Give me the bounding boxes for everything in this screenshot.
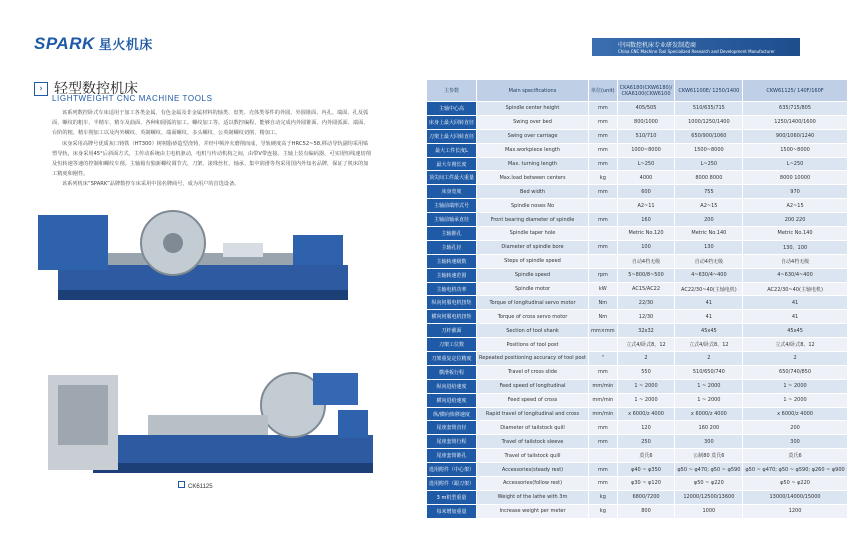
table-row <box>427 504 848 518</box>
table-row <box>427 282 848 296</box>
banner-line2: China CNC Machine Tool Specialized Research and Development Manufacturer <box>618 49 775 54</box>
cell-model2: 8000 8000 <box>675 171 743 185</box>
cell-model2: φ50 ~ φ220 <box>675 477 743 491</box>
spec-table <box>426 79 848 519</box>
table-row <box>427 365 848 379</box>
cell-unit: mm/min <box>589 407 618 421</box>
cell-model3: 200 220 <box>743 213 847 227</box>
table-header-row <box>427 80 848 102</box>
cell-unit: Nm <box>589 296 618 310</box>
cell-cn: 刀杆截面 <box>427 324 477 338</box>
table-row <box>427 199 848 213</box>
cell-en: Travel of cross slide <box>477 365 589 379</box>
header-banner <box>592 38 800 56</box>
cell-cn: 横向进给速度 <box>427 393 477 407</box>
table-row <box>427 157 848 171</box>
cell-cn: 刀架上最大回转直径 <box>427 129 477 143</box>
cell-model1: Metric No.120 <box>617 227 675 241</box>
cell-en: Feed speed of cross <box>477 393 589 407</box>
cell-cn: 最大工件长度L <box>427 143 477 157</box>
col-header-model3: CKW61125/ 140F/160F <box>743 80 847 102</box>
cell-cn: 纵向伺服电机扭矩 <box>427 296 477 310</box>
cell-model1: φ40 ~ φ350 <box>617 463 675 477</box>
description-paragraph: 床身采用高牌号优质灰口铸铁（HT300）树树脂砂造型浇铸，并经中频淬火磨削而成，导轨硬度高于HRC52~58,移动导轨副均采用贴塑导轨，床身采用45°后斜面方式，主传动系统由主电机驱动，电机与传动机构之间，由带V带连接。主轴上装有编码器，可实现恒线速切削及恒转速等速的控制和螺纹车削。主轴箱有独新螺纹调节式、刀架、滚珠丝杠、轴承、集中润滑等均采用国内外知名品牌，保证了机床的加工精度和刚性。 <box>52 140 371 178</box>
cell-unit: mm <box>589 477 618 491</box>
table-row <box>427 407 848 421</box>
cell-unit: mm <box>589 213 618 227</box>
table-row <box>427 296 848 310</box>
cell-cn: 主轴中心高 <box>427 102 477 116</box>
cell-unit: mm/min <box>589 379 618 393</box>
col-header-model2: CKW61100E/ 1250/1400 <box>675 80 743 102</box>
cell-unit: mm <box>589 143 618 157</box>
cell-en: Feed speed of longitudinal <box>477 379 589 393</box>
cell-en: Bed width <box>477 185 589 199</box>
cell-model3: 1200 <box>743 504 847 518</box>
cell-en: Accessories(steady rest) <box>477 463 589 477</box>
table-row <box>427 379 848 393</box>
cell-model3: 200 <box>743 421 847 435</box>
cell-model1: 2 <box>617 352 675 366</box>
cell-unit <box>589 227 618 241</box>
cell-model3: 1 ~ 2000 <box>743 393 847 407</box>
cell-en: Spindle taper hole <box>477 227 589 241</box>
cell-cn: 主轴孔径 <box>427 240 477 254</box>
table-row <box>427 435 848 449</box>
cell-model2: 45x45 <box>675 324 743 338</box>
cell-cn: 纵/横向快移速度 <box>427 407 477 421</box>
cell-model2: L~250 <box>675 157 743 171</box>
col-header-model1: CKA6180(CKW6180)/ CKA6100(CKW6100 <box>617 80 675 102</box>
cell-en: Spindle noses No <box>477 199 589 213</box>
cell-model1: 800/1000 <box>617 115 675 129</box>
banner-line1: 中国数控机床专业研发制造商 <box>618 42 697 49</box>
table-row <box>427 463 848 477</box>
cell-model1: 1 ~ 2000 <box>617 379 675 393</box>
cell-model1: φ30 ~ φ120 <box>617 477 675 491</box>
cell-model3: 自动4档无级 <box>743 254 847 268</box>
cell-model2: 1000/1250/1400 <box>675 115 743 129</box>
cell-cn: 选用附件（跟刀架） <box>427 477 477 491</box>
table-row <box>427 490 848 504</box>
logo-cn-text: 星火机床 <box>98 37 153 52</box>
table-row <box>427 268 848 282</box>
cell-model3: 4~630/4~400 <box>743 268 847 282</box>
cell-en: Increase weight per meter <box>477 504 589 518</box>
cell-en: Steps of spindle speed <box>477 254 589 268</box>
cell-model1: 1000~8000 <box>617 143 675 157</box>
cell-cn: 纵向进给速度 <box>427 379 477 393</box>
cell-model2: 300 <box>675 435 743 449</box>
cell-cn: 横向伺服电机扭矩 <box>427 310 477 324</box>
cell-en: Travel of tailstock sleeve <box>477 435 589 449</box>
cell-model1: 405/505 <box>617 102 675 116</box>
cell-en: Max.load between centers <box>477 171 589 185</box>
cell-model3: L~250 <box>743 157 847 171</box>
cell-model3: 2 <box>743 352 847 366</box>
cell-model2: 1 ~ 2000 <box>675 379 743 393</box>
cell-en: Positions of tool post <box>477 338 589 352</box>
description <box>52 108 372 190</box>
spec-table-body <box>427 102 848 519</box>
cell-model3: A2~15 <box>743 199 847 213</box>
cell-model1: 22/30 <box>617 296 675 310</box>
cell-unit <box>589 338 618 352</box>
cell-cn: 床身上最大回转直径 <box>427 115 477 129</box>
cell-unit: kg <box>589 171 618 185</box>
cell-model3: φ50 ~ φ470; φ50 ~ φ590; φ260 ~ φ900 <box>743 463 847 477</box>
cell-model2: φ50 ~ φ470; φ50 ~ φ590 <box>675 463 743 477</box>
cell-model2: 510/650/740 <box>675 365 743 379</box>
cell-model2: 12000/12500/13600 <box>675 490 743 504</box>
cell-cn: 3 m机型重量 <box>427 490 477 504</box>
cell-en: Max.workpiece length <box>477 143 589 157</box>
cell-cn: 顶尖间工件最大重量 <box>427 171 477 185</box>
cell-cn: 主轴前轴承直径 <box>427 213 477 227</box>
cell-model3: 1250/1400/1600 <box>743 115 847 129</box>
cell-en: Swing over carriage <box>477 129 589 143</box>
table-row <box>427 352 848 366</box>
cell-model3: 8000 10000 <box>743 171 847 185</box>
cell-model3: 41 <box>743 296 847 310</box>
cell-en: Front bearing diameter of spindle <box>477 213 589 227</box>
table-row <box>427 102 848 116</box>
cell-en: Swing over bed <box>477 115 589 129</box>
cell-en: Torque of cross servo motor <box>477 310 589 324</box>
cell-model1: x 6000/z 4000 <box>617 407 675 421</box>
cell-unit: mm <box>589 463 618 477</box>
cell-en: Repeated positioning accuracy of tool post <box>477 352 589 366</box>
cell-cn: 横滑板行程 <box>427 365 477 379</box>
cell-model3: Metric No.140 <box>743 227 847 241</box>
cell-model1: A2~11 <box>617 199 675 213</box>
cell-cn: 主轴转速级数 <box>427 254 477 268</box>
table-row <box>427 143 848 157</box>
cell-unit: kg <box>589 504 618 518</box>
cell-cn: 刀架重复定位精度 <box>427 352 477 366</box>
cell-model2: AC22/30~40(主轴电机) <box>675 282 743 296</box>
cell-model3: AC22/30~40(主轴电机) <box>743 282 847 296</box>
cell-unit: mm×mm <box>589 324 618 338</box>
cell-model1: 550 <box>617 365 675 379</box>
cell-unit: " <box>589 352 618 366</box>
cell-unit: mm <box>589 115 618 129</box>
cell-unit: kW <box>589 282 618 296</box>
cell-en: Accessories(follow rest) <box>477 477 589 491</box>
table-row <box>427 129 848 143</box>
table-row <box>427 477 848 491</box>
cell-en: Weight of the lathe with 3m <box>477 490 589 504</box>
description-paragraph: 该系列机床“SPARK”品牌数控车床采用中国名牌商号，成为用户的首选设备。 <box>62 181 240 188</box>
cell-model3: 莫氏6 <box>743 449 847 463</box>
cell-model1: 自动4档无级 <box>617 254 675 268</box>
cell-en: Section of tool shank <box>477 324 589 338</box>
cell-model2: 公制80 莫氏6 <box>675 449 743 463</box>
cell-model1: 1 ~ 2000 <box>617 393 675 407</box>
cell-model3: 立式4/卧式8、12 <box>743 338 847 352</box>
cell-model2: 41 <box>675 310 743 324</box>
cell-model1: 12/30 <box>617 310 675 324</box>
section-title-text: 轻型数控机床 <box>54 81 138 97</box>
table-row <box>427 115 848 129</box>
chevron-right-icon: › <box>34 82 48 96</box>
cell-model2: 立式4/卧式8、12 <box>675 338 743 352</box>
cell-model2: 510/635/715 <box>675 102 743 116</box>
cell-model2: 4~630/4~400 <box>675 268 743 282</box>
cell-model3: 1 ~ 2000 <box>743 379 847 393</box>
cell-unit: mm <box>589 435 618 449</box>
cell-model1: 510/710 <box>617 129 675 143</box>
cell-model1: 160 <box>617 213 675 227</box>
cell-unit: mm <box>589 240 618 254</box>
lathe-image-top <box>38 205 378 315</box>
brand-logo <box>34 34 153 54</box>
table-row <box>427 449 848 463</box>
cell-cn: 刀架工位数 <box>427 338 477 352</box>
table-row <box>427 240 848 254</box>
cell-model2: 1000 <box>675 504 743 518</box>
cell-model2: Metric No.140 <box>675 227 743 241</box>
cell-model3: 650/740/850 <box>743 365 847 379</box>
cell-en: Torque of longitudinal servo motor <box>477 296 589 310</box>
cell-model1: 100 <box>617 240 675 254</box>
cell-en: Spindle speed <box>477 268 589 282</box>
table-row <box>427 338 848 352</box>
cell-model3: 130、100 <box>743 240 847 254</box>
cell-model1: L~250 <box>617 157 675 171</box>
cell-cn: 尾座套筒锥孔 <box>427 449 477 463</box>
cell-model1: 32x32 <box>617 324 675 338</box>
cell-unit: mm <box>589 185 618 199</box>
cell-model1: 600 <box>617 185 675 199</box>
cell-en: Travel of tailstock quill <box>477 449 589 463</box>
table-row <box>427 324 848 338</box>
cell-cn: 最大车削长度 <box>427 157 477 171</box>
cell-unit: mm <box>589 157 618 171</box>
section-subtitle: LIGHTWEIGHT CNC MACHINE TOOLS <box>52 94 213 103</box>
cell-model1: 800 <box>617 504 675 518</box>
cell-unit: mm <box>589 129 618 143</box>
cell-model3: φ50 ~ φ220 <box>743 477 847 491</box>
cell-model2: 160 200 <box>675 421 743 435</box>
cell-model3: x 6000/z 4000 <box>743 407 847 421</box>
cell-en: Diameter of tailstock quill <box>477 421 589 435</box>
cell-unit: mm <box>589 102 618 116</box>
table-row <box>427 213 848 227</box>
cell-cn: 主轴转速范围 <box>427 268 477 282</box>
page-header <box>0 0 800 60</box>
cell-model3: 13000/14000/15000 <box>743 490 847 504</box>
cell-model1: 立式4/卧式8、12 <box>617 338 675 352</box>
cell-en: Diameter of spindle bore <box>477 240 589 254</box>
lathe-image-bottom <box>38 355 378 485</box>
cell-model2: 130 <box>675 240 743 254</box>
cell-model3: 1500~8000 <box>743 143 847 157</box>
cell-cn: 尾座套筒直径 <box>427 421 477 435</box>
cell-en: Spindle motor <box>477 282 589 296</box>
col-header-unit: 单位(unit) <box>589 80 618 102</box>
cell-model1: AC15/AC22 <box>617 282 675 296</box>
table-row <box>427 310 848 324</box>
cell-unit: mm <box>589 421 618 435</box>
table-row <box>427 421 848 435</box>
cell-unit: mm/min <box>589 393 618 407</box>
cell-unit: Nm <box>589 310 618 324</box>
table-row <box>427 185 848 199</box>
table-row <box>427 393 848 407</box>
cell-model1: 120 <box>617 421 675 435</box>
table-row <box>427 254 848 268</box>
cell-model1: 4000 <box>617 171 675 185</box>
cell-model3: 300 <box>743 435 847 449</box>
cell-model3: 635/715/805 <box>743 102 847 116</box>
cell-model1: 莫氏6 <box>617 449 675 463</box>
cell-cn: 尾座套筒行程 <box>427 435 477 449</box>
cell-model3: 45x45 <box>743 324 847 338</box>
cell-en: Spindle center height <box>477 102 589 116</box>
col-header-item: 主参数 <box>427 80 477 102</box>
cell-model2: 41 <box>675 296 743 310</box>
cell-cn: 主轴电机功率 <box>427 282 477 296</box>
cell-unit <box>589 254 618 268</box>
cell-model2: 1 ~ 2000 <box>675 393 743 407</box>
cell-model2: 650/900/1060 <box>675 129 743 143</box>
description-paragraph: 该系列数控卧式车床适用于加工各类金属、有色金属及非金属材料的轴类、盘类、壳体类零件的外圆、外圆锥面、内孔、端面、孔及弧面、螺纹的粗车、半精车、精车及曲面、各种和圆弧的加工。螺纹加工等。适以数控编程、能够自动完成内外圆锥面、内外圆弧面、端面、台阶的粗、精车削加工以及内外螺纹、英制螺纹、端面螺纹、多头螺纹、公英制螺纹切削、精加工。 <box>52 110 369 137</box>
cell-model2: 755 <box>675 185 743 199</box>
cell-model3: 900/1060/1240 <box>743 129 847 143</box>
cell-model2: 1500~8000 <box>675 143 743 157</box>
cell-cn: 每米增加重量 <box>427 504 477 518</box>
cell-model2: 200 <box>675 213 743 227</box>
cell-unit: rpm <box>589 268 618 282</box>
cell-en: Max. turning length <box>477 157 589 171</box>
cell-model3: 41 <box>743 310 847 324</box>
cell-cn: 选用附件（中心架） <box>427 463 477 477</box>
cell-model2: 自动4档无级 <box>675 254 743 268</box>
table-row <box>427 227 848 241</box>
cell-en: Rapid travel of longitudinal and cross <box>477 407 589 421</box>
cell-model2: x 6000/z 4000 <box>675 407 743 421</box>
caption-text: CK61125 <box>188 484 213 490</box>
cell-unit: kg <box>589 490 618 504</box>
square-icon <box>178 481 185 488</box>
cell-cn: 主轴锥孔 <box>427 227 477 241</box>
table-row <box>427 171 848 185</box>
logo-text: SPARK <box>34 34 95 53</box>
cell-unit: mm <box>589 365 618 379</box>
cell-model2: A2~15 <box>675 199 743 213</box>
cell-model3: 970 <box>743 185 847 199</box>
cell-model1: 250 <box>617 435 675 449</box>
cell-model1: 5~800/8~500 <box>617 268 675 282</box>
col-header-spec: Main specifications <box>477 80 589 102</box>
cell-cn: 主轴前端形式号 <box>427 199 477 213</box>
image-caption <box>178 481 213 490</box>
cell-unit <box>589 199 618 213</box>
cell-cn: 床身宽度 <box>427 185 477 199</box>
cell-unit <box>589 449 618 463</box>
cell-model1: 6800/7200 <box>617 490 675 504</box>
cell-model2: 2 <box>675 352 743 366</box>
